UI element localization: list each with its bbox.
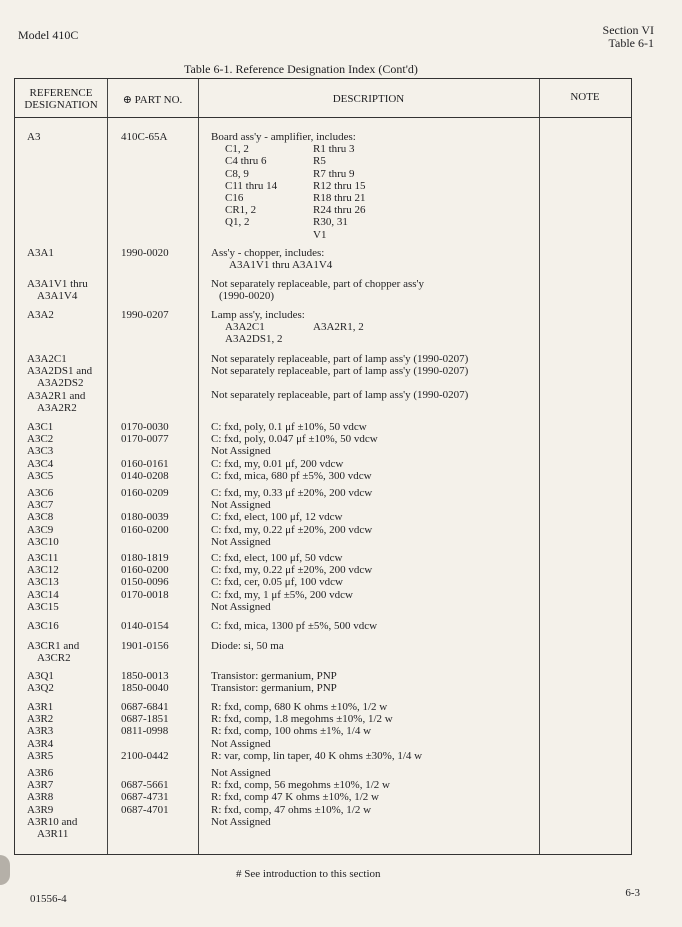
- desc-line: Not Assigned: [211, 499, 271, 512]
- column-header-part-label: PART NO.: [134, 94, 183, 106]
- part-line: 0180-0039: [121, 511, 169, 524]
- ref-group-c6: [27, 487, 59, 548]
- ref-line: A3R5: [27, 749, 54, 762]
- binding-hole: [0, 855, 10, 885]
- part-line: 0687-4701: [121, 803, 169, 816]
- ref-line: A3A2DS1 and: [27, 365, 93, 378]
- desc-a3-title: Board ass'y - amplifier, includes:: [211, 131, 356, 143]
- ref-line: A3C1: [27, 421, 54, 433]
- includes-item: V1: [313, 228, 327, 241]
- ref-line: A3C9: [27, 523, 54, 536]
- ref-line: A3CR1 and: [27, 640, 80, 652]
- desc-line: R: fxd, comp 47 K ohms ±10%, 1/2 w: [211, 791, 379, 804]
- includes-item: [225, 229, 313, 241]
- ref-line: A3R1: [27, 701, 54, 713]
- desc-group-q: [211, 670, 337, 694]
- part-line: 0170-0030: [121, 421, 169, 433]
- ref-line: A3CR2: [37, 652, 71, 665]
- column-header-reference-line2: DESIGNATION: [24, 99, 98, 111]
- table-ref-label: Table 6-1: [608, 36, 654, 50]
- ref-line: A3C5: [27, 469, 54, 482]
- part-line: 0687-1851: [121, 713, 169, 726]
- part-a3: 410C-65A: [121, 131, 168, 143]
- reference-designation-table: [14, 78, 632, 855]
- part-group-c1: [121, 421, 169, 482]
- part-line: [121, 738, 169, 750]
- part-line: 0140-0208: [121, 469, 169, 482]
- ref-line: A3Q1: [27, 670, 54, 682]
- desc-line: C: fxd, mica, 680 pf ±5%, 300 vdcw: [211, 469, 372, 482]
- desc-line: Not separately replaceable, part of lamp ass'y (1990-0207): [211, 365, 469, 378]
- ref-line: A3R10 and: [27, 815, 78, 828]
- ref-line: A3C6: [27, 487, 54, 499]
- desc-line: Not Assigned: [211, 535, 271, 548]
- footnote: # See introduction to this section: [236, 868, 381, 880]
- ref-a3a1v1: [27, 278, 88, 302]
- part-a3cr1: 1901-0156: [121, 640, 169, 652]
- desc-line: Transistor: germanium, PNP: [211, 682, 337, 695]
- desc-line: C: fxd, poly, 0.047 μf ±10%, 50 vdcw: [211, 433, 378, 446]
- desc-line: Transistor: germanium, PNP: [211, 670, 337, 682]
- ref-line: A3R4: [27, 737, 54, 750]
- desc-line: C: fxd, my, 0.33 μf ±20%, 200 vdcw: [211, 487, 373, 499]
- includes-item: R1 thru 3: [313, 143, 355, 156]
- column-header-description: DESCRIPTION: [332, 93, 405, 105]
- desc-line: C: fxd, my, 0.22 μf ±20%, 200 vdcw: [211, 564, 373, 577]
- part-line: 1850-0013: [121, 670, 169, 682]
- ref-group-r6: [27, 767, 77, 840]
- ref-line: A3C13: [27, 576, 59, 589]
- desc-line: Not separately replaceable, part of lamp ass'y (1990-0207): [211, 353, 469, 365]
- ref-line: A3R7: [27, 779, 54, 792]
- desc-a3c16: C: fxd, mica, 1300 pf ±5%, 500 vdcw: [211, 620, 378, 632]
- desc-line: Not Assigned: [211, 815, 271, 828]
- ref-line: A3C2: [27, 433, 54, 446]
- model-label: Model 410C: [18, 28, 79, 42]
- part-line: 0687-5661: [121, 779, 169, 792]
- ref-group-q: [27, 670, 54, 694]
- desc-a3: [211, 131, 366, 241]
- desc-line: R: fxd, comp, 680 K ohms ±10%, 1/2 w: [211, 701, 388, 713]
- ref-group-c11: [27, 552, 59, 613]
- includes-item: A3A2DS1, 2: [225, 333, 283, 346]
- includes-item: R24 thru 26: [313, 204, 366, 217]
- desc-group-c6: [211, 487, 372, 548]
- desc-line: C: fxd, my, 1 μf ±5%, 200 vdcw: [211, 588, 353, 601]
- part-group-c11: [121, 552, 169, 613]
- includes-item: C8, 9: [225, 167, 249, 180]
- desc-line: (1990-0020): [219, 290, 274, 303]
- desc-line: R: fxd, comp, 47 ohms ±10%, 1/2 w: [211, 803, 372, 816]
- ref-line: A3Q2: [27, 682, 54, 695]
- section-header: [603, 24, 654, 50]
- desc-line: R: var, comp, lin taper, 40 K ohms ±30%, 1/4 w: [211, 749, 423, 762]
- part-a3a1: 1990-0020: [121, 247, 169, 259]
- desc-line: R: fxd, comp, 1.8 megohms ±10%, 1/2 w: [211, 713, 393, 726]
- column-header-reference-line1: REFERENCE: [29, 87, 93, 99]
- desc-line: Not separately replaceable, part of lamp ass'y (1990-0207): [211, 389, 469, 402]
- part-line: [121, 445, 169, 457]
- desc-line: R: fxd, comp, 100 ohms ±1%, 1/4 w: [211, 725, 372, 738]
- ref-line: A3C15: [27, 600, 59, 613]
- includes-item: R18 thru 21: [313, 192, 366, 205]
- desc-group-r1: [211, 701, 422, 762]
- part-a3c16: 0140-0154: [121, 620, 169, 632]
- ref-line: A3C3: [27, 445, 54, 458]
- part-line: 0160-0200: [121, 564, 169, 577]
- desc-line: C: fxd, poly, 0.1 μf ±10%, 50 vdcw: [211, 421, 367, 433]
- part-line: [121, 499, 169, 511]
- ref-line: A3R9: [27, 803, 54, 816]
- part-line: 0687-4731: [121, 791, 169, 804]
- document-number: 01556-4: [30, 893, 67, 905]
- ref-line: A3C4: [27, 457, 54, 470]
- includes-item: CR1, 2: [225, 204, 257, 217]
- desc-a3a1-sub: A3A1V1 thru A3A1V4: [229, 259, 333, 272]
- desc-a3a1: [211, 247, 332, 271]
- includes-item: C4 thru 6: [225, 155, 267, 168]
- column-divider: [107, 79, 108, 854]
- part-line: [121, 767, 169, 779]
- ref-line: A3R8: [27, 791, 54, 804]
- ref-group-r1: [27, 701, 53, 762]
- ref-line: A3R2: [27, 713, 54, 726]
- part-group-c6: [121, 487, 169, 548]
- desc-a3a1-title: Ass'y - chopper, includes:: [211, 247, 325, 259]
- ref-line: A3C14: [27, 588, 59, 601]
- includes-item: C1, 2: [225, 143, 249, 156]
- a3-includes-list: [211, 143, 366, 241]
- includes-item: A3A2R1, 2: [313, 321, 364, 334]
- includes-item: R5: [313, 155, 326, 168]
- includes-item: C11 thru 14: [225, 179, 278, 192]
- ref-a3c16: A3C16: [27, 620, 59, 632]
- a3a2-includes-list: [211, 321, 364, 345]
- includes-item: R7 thru 9: [313, 167, 355, 180]
- desc-a3a2-subitems: [211, 353, 468, 402]
- part-group-q: [121, 670, 169, 694]
- page-number: 6-3: [625, 887, 640, 899]
- part-a3a2: 1990-0207: [121, 309, 169, 321]
- part-line: [121, 601, 169, 613]
- ref-line: A3A2DS2: [37, 377, 84, 390]
- column-header-note: NOTE: [570, 91, 600, 103]
- ref-line: A3A2R2: [37, 401, 77, 414]
- desc-line: C: fxd, elect, 100 μf, 50 vdcw: [211, 552, 343, 564]
- desc-line: Not Assigned: [211, 737, 271, 750]
- ref-a3cr1: [27, 640, 79, 664]
- part-line: 0811-0998: [121, 725, 169, 738]
- header-divider: [15, 117, 631, 118]
- ref-a3a2: A3A2: [27, 309, 54, 321]
- desc-group-r6: [211, 767, 390, 828]
- ref-a3: A3: [27, 131, 41, 143]
- desc-a3a2-title: Lamp ass'y, includes:: [211, 309, 305, 321]
- part-group-r1: [121, 701, 169, 762]
- part-line: 0150-0096: [121, 576, 169, 589]
- desc-line: C: fxd, cer, 0.05 μf, 100 vdcw: [211, 576, 343, 589]
- desc-line: Not separately replaceable, part of chopper ass'y: [211, 278, 425, 290]
- part-line: 2100-0442: [121, 749, 169, 762]
- desc-line: C: fxd, my, 0.01 μf, 200 vdcw: [211, 457, 344, 470]
- part-line: 0180-1819: [121, 552, 169, 564]
- includes-item: R12 thru 15: [313, 179, 366, 192]
- part-line: 1850-0040: [121, 682, 169, 695]
- ref-group-c1: [27, 421, 53, 482]
- desc-group-c1: [211, 421, 378, 482]
- ref-line: A3A1V4: [37, 290, 78, 303]
- part-line: 0170-0077: [121, 433, 169, 446]
- part-line: 0160-0161: [121, 457, 169, 470]
- part-line: 0170-0018: [121, 588, 169, 601]
- ref-line: A3A2R1 and: [27, 389, 86, 402]
- ref-a3a2-subitems: [27, 353, 92, 414]
- includes-item: Q1, 2: [225, 216, 250, 229]
- ref-line: A3A1V1 thru: [27, 278, 88, 290]
- desc-a3a2: [211, 309, 364, 346]
- desc-group-c11: [211, 552, 372, 613]
- desc-line: Not Assigned: [211, 767, 271, 779]
- ref-line: A3R3: [27, 725, 54, 738]
- ref-line: A3C11: [27, 552, 59, 564]
- part-group-r6: [121, 767, 169, 816]
- ref-line: A3A2C1: [27, 353, 67, 365]
- includes-item: A3A2C1: [225, 321, 265, 334]
- includes-item: C16: [225, 192, 244, 205]
- desc-line: Not Assigned: [211, 600, 271, 613]
- ref-a3a1: A3A1: [27, 247, 54, 259]
- part-line: 0160-0209: [121, 487, 169, 499]
- column-divider: [198, 79, 199, 854]
- ref-line: A3C7: [27, 499, 54, 512]
- ref-line: A3C10: [27, 535, 59, 548]
- desc-line: R: fxd, comp, 56 megohms ±10%, 1/2 w: [211, 779, 390, 792]
- ref-line: A3C8: [27, 511, 54, 524]
- ref-line: A3C12: [27, 564, 59, 577]
- column-divider: [539, 79, 540, 854]
- column-header-reference: [15, 87, 107, 111]
- column-header-part-no: [107, 94, 198, 106]
- desc-a3a1v1: [211, 278, 424, 302]
- desc-line: Not Assigned: [211, 445, 271, 458]
- ref-line: A3R6: [27, 767, 54, 779]
- table-title: Table 6-1. Reference Designation Index (Cont'd): [184, 62, 418, 76]
- part-line: 0160-0200: [121, 523, 169, 536]
- hp-logo-icon: ⊕: [122, 94, 132, 106]
- desc-line: C: fxd, my, 0.22 μf ±20%, 200 vdcw: [211, 523, 373, 536]
- desc-line: C: fxd, elect, 100 μf, 12 vdcw: [211, 511, 343, 524]
- ref-line: A3R11: [37, 828, 69, 841]
- section-label: Section VI: [602, 23, 654, 37]
- part-line: [121, 536, 169, 548]
- includes-item: R30, 31: [313, 216, 348, 229]
- desc-a3cr1: Diode: si, 50 ma: [211, 640, 284, 652]
- part-line: 0687-6841: [121, 701, 169, 713]
